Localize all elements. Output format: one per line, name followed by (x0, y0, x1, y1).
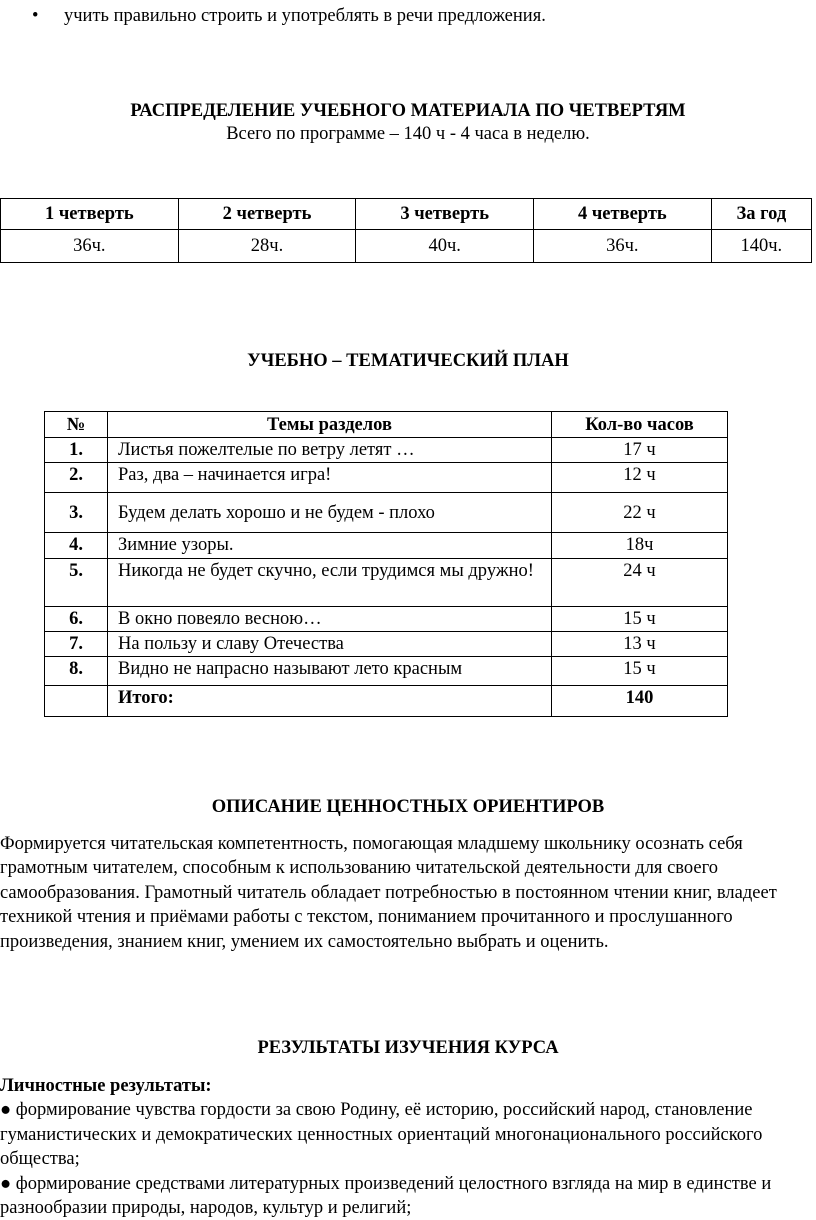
plan-row-hours: 18ч (552, 533, 728, 559)
plan-row-topic: Видно не напрасно называют лето красным (108, 657, 552, 686)
plan-row-topic: Листья пожелтелые по ветру летят … (108, 438, 552, 463)
plan-header-topic: Темы разделов (108, 412, 552, 438)
personal-results-heading: Личностные результаты: (0, 1076, 212, 1096)
plan-row-topic: На пользу и славу Отечества (108, 632, 552, 657)
bullet-marker: • (32, 6, 39, 26)
distribution-title: РАСПРЕДЕЛЕНИЕ УЧЕБНОГО МАТЕРИАЛА ПО ЧЕТВЕРТЯМ (130, 101, 686, 121)
plan-header-hours: Кол-во часов (552, 412, 728, 438)
plan-row-hours: 24 ч (552, 559, 728, 607)
plan-table (44, 411, 728, 717)
plan-header-row (45, 412, 728, 438)
quarters-table (0, 198, 812, 263)
plan-row-topic: Будем делать хорошо и не будем - плохо (108, 493, 552, 533)
values-paragraph (0, 832, 816, 954)
plan-title: УЧЕБНО – ТЕМАТИЧЕСКИЙ ПЛАН (247, 351, 569, 371)
plan-row-hours: 15 ч (552, 607, 728, 632)
values-text: Формируется читательская компетентность, помогающая младшему школьнику осознать себя грамотным читателем, способным к использованию читательской деятельности для своего самообразования. Грамотный читатель обладает потребностью в постоянном чтении книг, владеет техникой чтения и приёмами работы с текстом, пониманием прочитанного и прослушанного произведения, знанием книг, умением их самостоятельно выбрать и оценить. (0, 834, 777, 952)
quarter-header: 1 четверть (1, 199, 179, 230)
plan-row (45, 559, 728, 607)
intro-bullet-text: учить правильно строить и употреблять в речи предложения. (64, 6, 546, 26)
distribution-subtitle: Всего по программе – 140 ч - 4 часа в неделю. (226, 124, 590, 144)
results-item: ● формирование чувства гордости за свою Родину, её историю, российский народ, становление гуманистических и демократических ценностных ориентаций многонационального российского общества; (0, 1100, 763, 1170)
plan-row-topic: Раз, два – начинается игра! (108, 463, 552, 493)
plan-row-num: 6. (45, 607, 108, 632)
plan-row-topic: В окно повеяло весною… (108, 607, 552, 632)
plan-row (45, 657, 728, 686)
plan-total-row (45, 686, 728, 717)
quarter-header: 3 четверть (356, 199, 534, 230)
plan-row-num: 7. (45, 632, 108, 657)
quarter-header: 2 четверть (178, 199, 356, 230)
plan-row-hours: 22 ч (552, 493, 728, 533)
plan-total-empty (45, 686, 108, 717)
results-item: ● формирование средствами литературных произведений целостного взгляда на мир в единстве и разнообразии природы, народов, культур и религий; (0, 1173, 772, 1219)
intro-bullet (32, 4, 546, 28)
plan-row-num: 5. (45, 559, 108, 607)
quarter-value: 40ч. (356, 230, 534, 263)
quarter-value: 140ч. (711, 230, 811, 263)
plan-row (45, 632, 728, 657)
quarter-value: 36ч. (534, 230, 712, 263)
quarters-value-row (1, 230, 812, 263)
plan-row (45, 438, 728, 463)
quarters-header-row (1, 199, 812, 230)
plan-row-hours: 17 ч (552, 438, 728, 463)
results-title: РЕЗУЛЬТАТЫ ИЗУЧЕНИЯ КУРСА (257, 1038, 559, 1058)
quarter-value: 36ч. (1, 230, 179, 263)
plan-row (45, 493, 728, 533)
plan-row-num: 3. (45, 493, 108, 533)
plan-total-value: 140 (552, 686, 728, 717)
plan-row (45, 463, 728, 493)
plan-row-hours: 13 ч (552, 632, 728, 657)
plan-row-topic: Зимние узоры. (108, 533, 552, 559)
plan-row (45, 533, 728, 559)
plan-row-hours: 15 ч (552, 657, 728, 686)
plan-total-label: Итого: (108, 686, 552, 717)
results-content (0, 1074, 816, 1220)
values-title: ОПИСАНИЕ ЦЕННОСТНЫХ ОРИЕНТИРОВ (211, 797, 605, 817)
plan-row-topic: Никогда не будет скучно, если трудимся мы дружно! (108, 559, 552, 607)
quarter-header: 4 четверть (534, 199, 712, 230)
plan-row-num: 1. (45, 438, 108, 463)
plan-row (45, 607, 728, 632)
plan-row-num: 8. (45, 657, 108, 686)
plan-header-num: № (45, 412, 108, 438)
quarter-value: 28ч. (178, 230, 356, 263)
plan-row-num: 2. (45, 463, 108, 493)
quarter-header: За год (711, 199, 811, 230)
plan-row-hours: 12 ч (552, 463, 728, 493)
plan-row-num: 4. (45, 533, 108, 559)
